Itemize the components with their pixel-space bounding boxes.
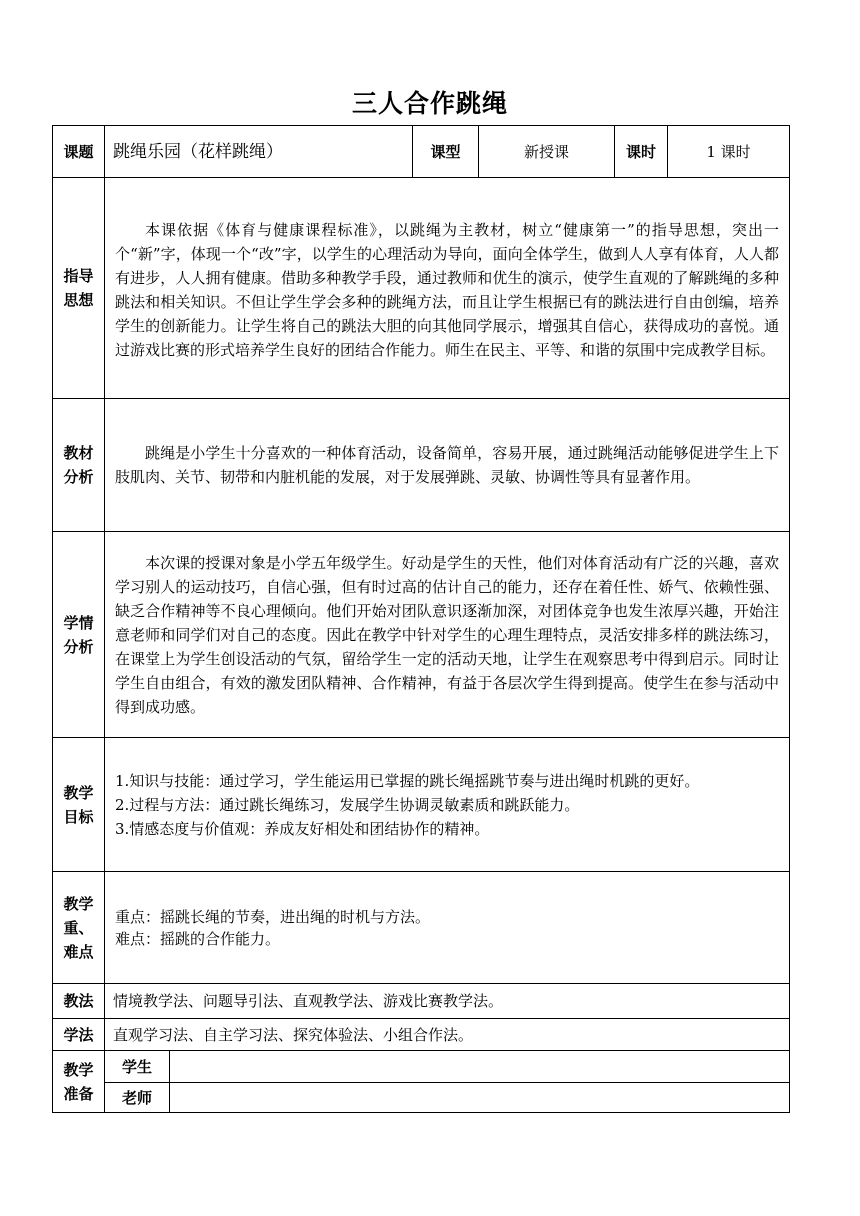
material-label: 教材 分析 (53, 399, 105, 532)
difficulty-point: 难点：摇跳的合作能力。 (115, 929, 281, 948)
goal-item: 2.过程与方法：通过跳长绳练习，发展学生协调灵敏素质和跳跃能力。 (115, 795, 580, 814)
guiding-text: 本课依据《体育与健康课程标准》，以跳绳为主教材，树立“健康第一”的指导思想，突出一个“新”字，体现一个“改”字，以学生的心理活动为导向，面向全体学生，做到人人享有体育，人人都有进步，人人拥有健康。借助多种教学手段，通过教师和优生的演示，使学生直观的了解跳绳的多种跳法和相关知识。不但让学生学会多种的跳绳方法，而且让学生根据已有的跳法进行自由创编，培养学生的创新能力。让学生将自己的跳法大胆的向其他同学展示，增强其自信心，获得成功的喜悦。通过游戏比赛的形式培养学生良好的团结合作能力。师生在民主、平等、和谐的氛围中完成教学目标。 (105, 178, 790, 399)
prep-student-row (53, 1051, 790, 1083)
material-text: 跳绳是小学生十分喜欢的一种体育活动，设备简单，容易开展，通过跳绳活动能够促进学生上下肢肌肉、关节、韧带和内脏机能的发展，对于发展弹跳、灵敏、协调性等具有显著作用。 (105, 399, 790, 532)
learning-method-label: 学法 (53, 1019, 105, 1051)
keypoints-row (53, 872, 790, 984)
learning-method-row (53, 1019, 790, 1051)
goals-list (105, 738, 790, 872)
course-label: 课题 (53, 126, 105, 178)
goal-item: 3.情感态度与价值观：养成友好相处和团结协作的精神。 (115, 819, 490, 838)
page-title: 三人合作跳绳 (351, 89, 508, 118)
teaching-method-label: 教法 (53, 984, 105, 1019)
prep-teacher-label: 老师 (105, 1083, 170, 1113)
type-value: 新授课 (479, 126, 615, 178)
key-point: 重点：摇跳长绳的节奏，进出绳的时机与方法。 (115, 907, 431, 926)
prep-teacher-row (53, 1083, 790, 1113)
preparation-label: 教学 准备 (53, 1051, 105, 1113)
goal-item: 1.知识与技能：通过学习，学生能运用已掌握的跳长绳摇跳节奏与进出绳时机跳的更好。 (115, 771, 700, 790)
guiding-row (53, 178, 790, 399)
guiding-label: 指导 思想 (53, 178, 105, 399)
keypoints-text (105, 872, 790, 984)
goals-row (53, 738, 790, 872)
type-label: 课型 (413, 126, 479, 178)
prep-teacher-value (170, 1083, 790, 1113)
lesson-plan-table (52, 125, 790, 1113)
course-value: 跳绳乐园（花样跳绳） (105, 126, 413, 178)
hours-label: 课时 (615, 126, 668, 178)
students-row (53, 532, 790, 738)
teaching-method-row (53, 984, 790, 1019)
learning-method-value: 直观学习法、自主学习法、探究体验法、小组合作法。 (105, 1019, 790, 1051)
prep-student-value (170, 1051, 790, 1083)
teaching-method-value: 情境教学法、问题导引法、直观教学法、游戏比赛教学法。 (105, 984, 790, 1019)
students-text: 本次课的授课对象是小学五年级学生。好动是学生的天性，他们对体育活动有广泛的兴趣，喜欢学习别人的运动技巧，自信心强，但有时过高的估计自己的能力，还存在着任性、娇气、依赖性强、缺乏合作精神等不良心理倾向。他们开始对团队意识逐渐加深，对团体竞争也发生浓厚兴趣，开始注意老师和同学们对自己的态度。因此在教学中针对学生的心理生理特点，灵活安排多样的跳法练习，在课堂上为学生创设活动的气氛，留给学生一定的活动天地，让学生在观察思考中得到启示。同时让学生自由组合，有效的激发团队精神、合作精神，有益于各层次学生得到提高。使学生在参与活动中得到成功感。 (105, 532, 790, 738)
header-row (53, 126, 790, 178)
students-label: 学情 分析 (53, 532, 105, 738)
keypoints-label: 教学 重、 难点 (53, 872, 105, 984)
hours-value: 1 课时 (668, 126, 790, 178)
material-row (53, 399, 790, 532)
goals-label: 教学 目标 (53, 738, 105, 872)
prep-student-label: 学生 (105, 1051, 170, 1083)
